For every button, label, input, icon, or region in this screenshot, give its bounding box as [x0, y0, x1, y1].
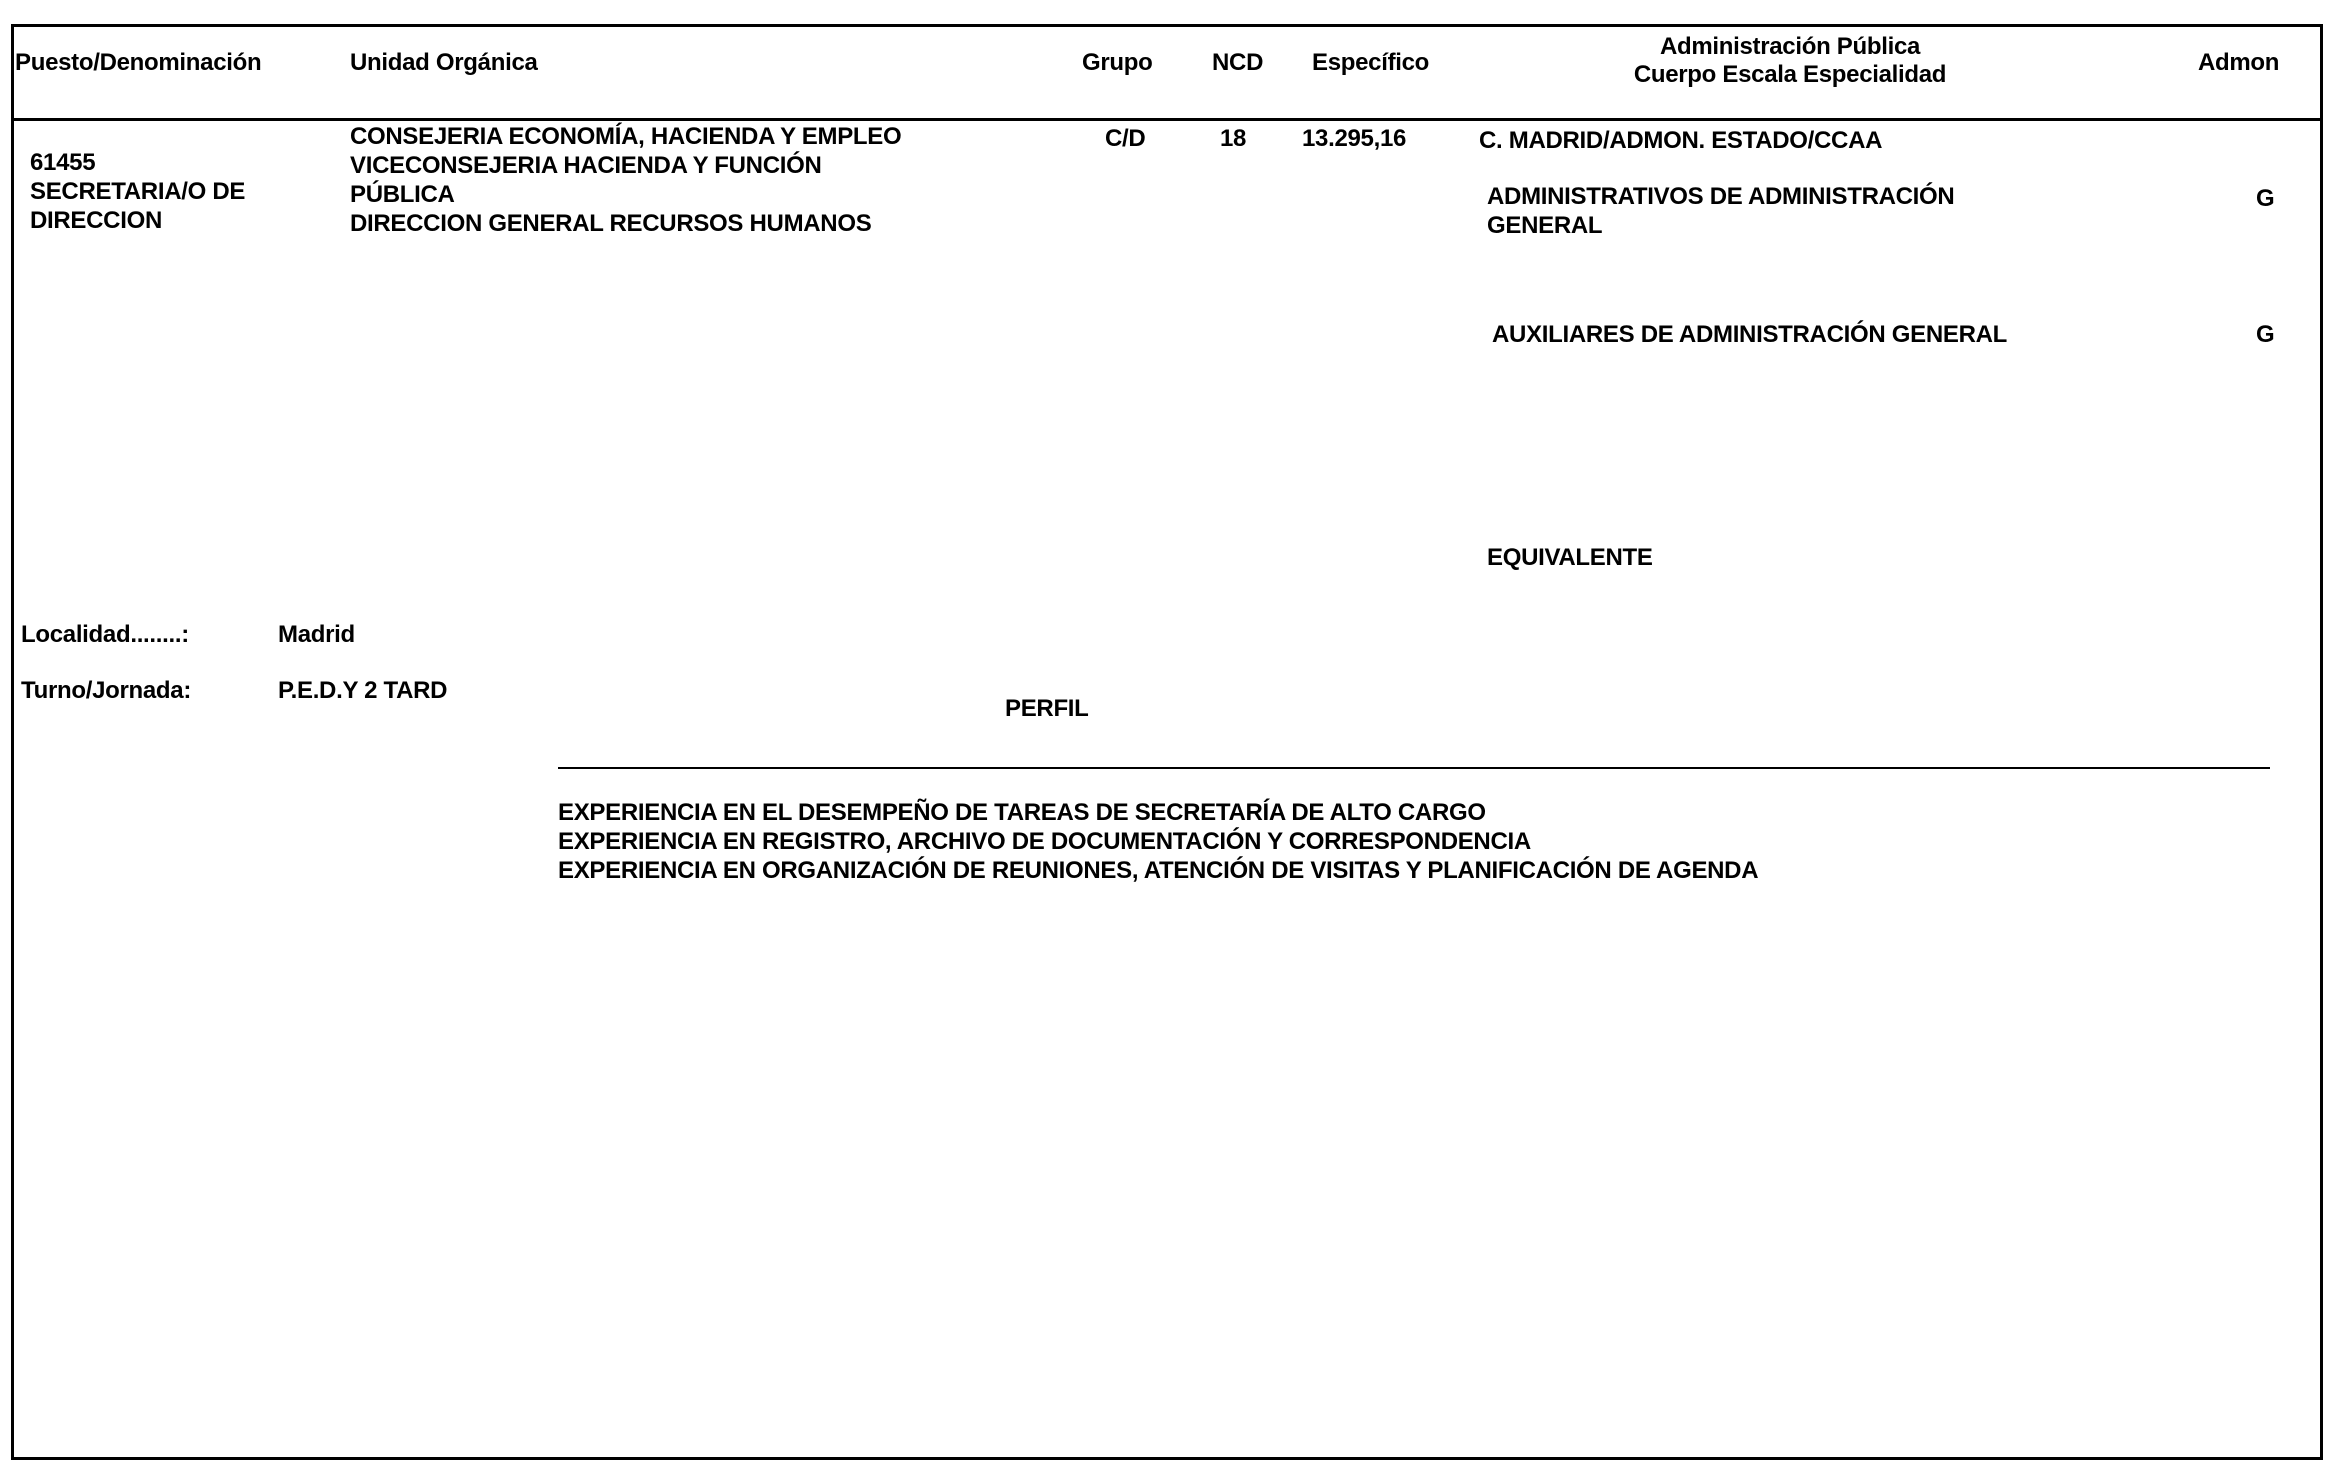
localidad-value: Madrid [278, 621, 355, 648]
cell-ncd: 18 [1220, 125, 1247, 152]
col-header-grupo: Grupo [1082, 49, 1153, 76]
table-border [11, 24, 2323, 1460]
cell-especifico: 13.295,16 [1302, 125, 1407, 152]
col-header-especifico: Específico [1312, 49, 1430, 76]
perfil-items [558, 798, 1758, 885]
perfil-item-2: EXPERIENCIA EN REGISTRO, ARCHIVO DE DOCUMENTACIÓN Y CORRESPONDENCIA [558, 828, 1531, 855]
col-header-administracion-publica-line1: Administración Pública [1659, 33, 1921, 60]
puesto-denominacion-line1: SECRETARIA/O DE [30, 178, 246, 205]
cuerpo-administrativos-line2: GENERAL [1487, 212, 1603, 239]
col-header-puesto-denominacion: Puesto/Denominación [15, 49, 262, 76]
cell-cuerpo-equivalente: EQUIVALENTE [1487, 544, 1653, 571]
perfil-item-3: EXPERIENCIA EN ORGANIZACIÓN DE REUNIONES, ATENCIÓN DE VISITAS Y PLANIFICACIÓN DE AGENDA [558, 857, 1759, 884]
col-header-ncd: NCD [1212, 49, 1264, 76]
col-header-cuerpo-escala-especialidad: Cuerpo Escala Especialidad [1633, 61, 1947, 88]
unidad-organica-line3: PÚBLICA [350, 181, 455, 208]
col-header-unidad-organica: Unidad Orgánica [350, 49, 538, 76]
cell-administracion-publica: C. MADRID/ADMON. ESTADO/CCAA [1479, 127, 1883, 154]
col-header-admon: Admon [2198, 49, 2280, 76]
unidad-organica-line2: VICECONSEJERIA HACIENDA Y FUNCIÓN [350, 152, 822, 179]
perfil-divider-line [558, 767, 2270, 769]
puesto-denominacion-line2: DIRECCION [30, 207, 162, 234]
cell-grupo: C/D [1105, 125, 1146, 152]
perfil-item-1: EXPERIENCIA EN EL DESEMPEÑO DE TAREAS DE SECRETARÍA DE ALTO CARGO [558, 799, 1486, 826]
cell-admon-administrativos: G [2256, 185, 2275, 212]
perfil-title: PERFIL [1005, 695, 1089, 722]
cuerpo-administrativos-line1: ADMINISTRATIVOS DE ADMINISTRACIÓN [1487, 183, 1955, 210]
turno-jornada-value: P.E.D.Y 2 TARD [278, 677, 448, 704]
cell-unidad-organica [350, 122, 901, 238]
cell-cuerpo-auxiliares: AUXILIARES DE ADMINISTRACIÓN GENERAL [1492, 321, 2007, 348]
turno-jornada-label: Turno/Jornada: [21, 677, 192, 704]
unidad-organica-line4: DIRECCION GENERAL RECURSOS HUMANOS [350, 210, 872, 237]
cell-puesto [30, 148, 245, 235]
cell-admon-auxiliares: G [2256, 321, 2275, 348]
unidad-organica-line1: CONSEJERIA ECONOMÍA, HACIENDA Y EMPLEO [350, 123, 902, 150]
localidad-label: Localidad........: [21, 621, 189, 648]
header-divider-line [11, 118, 2323, 121]
col-header-administracion-publica [1480, 33, 2100, 89]
puesto-id: 61455 [30, 149, 96, 176]
cell-cuerpo-administrativos [1487, 182, 1954, 240]
